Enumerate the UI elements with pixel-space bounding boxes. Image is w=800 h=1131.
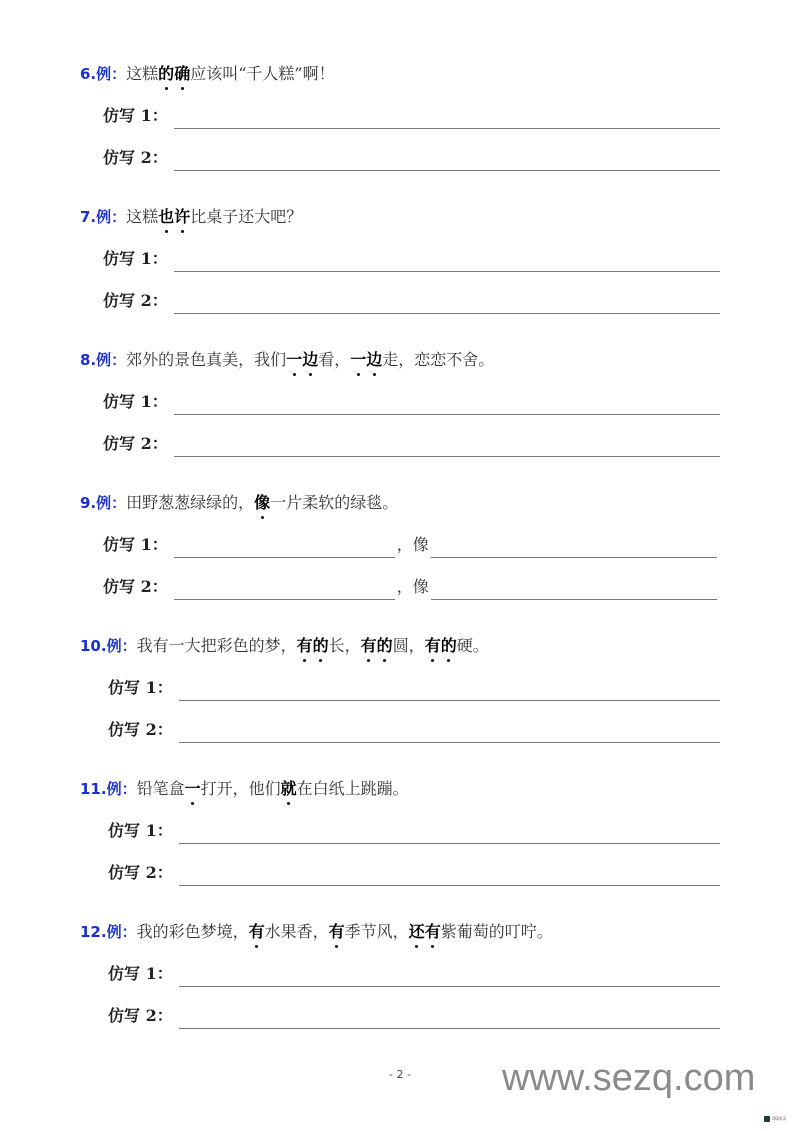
sentence-text: 郊外的景色真美，我们 [126, 350, 287, 369]
imitation-label: 仿写 1： [103, 106, 168, 125]
imitation-label: 仿写 2： [103, 291, 168, 310]
example-label: 例： [106, 637, 137, 655]
imitation-row-2 [108, 860, 720, 886]
exercise-number: 12. [80, 923, 107, 941]
exercise-number: 11. [80, 780, 107, 798]
answer-blank[interactable] [179, 724, 720, 743]
example-sentence [80, 347, 494, 373]
sentence-text: 长， [328, 636, 361, 655]
answer-blank[interactable] [179, 1010, 720, 1029]
imitation-label: 仿写 1： [108, 964, 173, 983]
answer-blank[interactable] [179, 867, 720, 886]
answer-blank[interactable] [174, 253, 720, 272]
sentence-text: 紫葡萄的叮咛。 [440, 922, 553, 941]
imitation-label: 仿写 2： [103, 577, 168, 596]
sentence-text: 打开，他们 [200, 779, 281, 798]
imitation-label: 仿写 2： [108, 1006, 173, 1025]
example-sentence [80, 61, 335, 87]
answer-blank[interactable] [174, 110, 720, 129]
example-sentence [80, 204, 302, 230]
sentence-text: 水果香， [264, 922, 329, 941]
emphasized-word: 还 [409, 919, 425, 945]
emphasized-word: 有 [425, 633, 441, 659]
imitation-row-1 [108, 675, 720, 701]
sentence-text: 走，恋恋不舍。 [382, 350, 495, 369]
imitation-label: 仿写 2： [108, 720, 173, 739]
emphasized-word: 边 [302, 347, 318, 373]
example-label: 例： [96, 65, 127, 83]
example-label: 例： [106, 923, 137, 941]
imitation-label: 仿写 1： [103, 392, 168, 411]
sentence-text: 这糕 [126, 64, 159, 83]
sentence-text: 在白纸上跳蹦。 [296, 779, 409, 798]
answer-blank-first[interactable] [174, 539, 395, 558]
emphasized-word: 许 [174, 204, 190, 230]
example-label: 例： [106, 780, 137, 798]
imitation-row-1 [103, 532, 717, 558]
emphasized-word: 像 [254, 490, 270, 516]
emphasized-word: 确 [174, 61, 190, 87]
logo-text: QQ阅读 [772, 1116, 787, 1121]
sentence-text: 我的彩色梦境， [136, 922, 249, 941]
imitation-label: 仿写 1： [108, 821, 173, 840]
imitation-label: 仿写 1： [103, 249, 168, 268]
emphasized-word: 一 [286, 347, 302, 373]
answer-blank[interactable] [174, 438, 720, 457]
sentence-text: 一片柔软的绿毯。 [270, 493, 399, 512]
imitation-row-1 [103, 246, 720, 272]
logo-icon [764, 1116, 770, 1122]
emphasized-word: 有 [329, 919, 345, 945]
example-sentence [80, 776, 409, 802]
example-label: 例： [96, 494, 127, 512]
exercise-number: 9. [80, 494, 97, 512]
imitation-label: 仿写 1： [108, 678, 173, 697]
imitation-label: 仿写 1： [103, 535, 168, 554]
emphasized-word: 的 [441, 633, 457, 659]
watermark-text: www.sezq.com [502, 1057, 756, 1099]
sentence-text: 圆， [392, 636, 425, 655]
answer-blank[interactable] [179, 825, 720, 844]
imitation-label: 仿写 2： [103, 434, 168, 453]
sentence-text: 看， [318, 350, 351, 369]
answer-blank-first[interactable] [174, 581, 395, 600]
example-sentence [80, 490, 398, 516]
sentence-text: 季节风， [344, 922, 409, 941]
exercise-number: 10. [80, 637, 107, 655]
answer-blank[interactable] [179, 682, 720, 701]
emphasized-word: 有 [297, 633, 313, 659]
answer-blank[interactable] [174, 396, 720, 415]
example-label: 例： [96, 208, 127, 226]
emphasized-word: 边 [366, 347, 382, 373]
imitation-row-2 [103, 574, 717, 600]
imitation-row-2 [103, 145, 720, 171]
example-sentence [80, 633, 489, 659]
exercise-number: 6. [80, 65, 97, 83]
exercise-number: 8. [80, 351, 97, 369]
imitation-row-1 [108, 818, 720, 844]
answer-blank-second[interactable] [431, 581, 717, 600]
emphasized-word: 有 [249, 919, 265, 945]
imitation-row-2 [108, 1003, 720, 1029]
sentence-text: 这糕 [126, 207, 159, 226]
exercise-number: 7. [80, 208, 97, 226]
connector-text: ，像 [396, 535, 429, 554]
page-number: - 2 - [389, 1068, 411, 1081]
emphasized-word: 的 [158, 61, 174, 87]
emphasized-word: 一 [350, 347, 366, 373]
emphasized-word: 有 [361, 633, 377, 659]
imitation-row-1 [108, 961, 720, 987]
sentence-text: 比桌子还大吧？ [190, 207, 303, 226]
imitation-row-2 [103, 431, 720, 457]
imitation-row-2 [108, 717, 720, 743]
imitation-row-2 [103, 288, 720, 314]
answer-blank[interactable] [174, 295, 720, 314]
connector-text: ，像 [396, 577, 429, 596]
answer-blank[interactable] [174, 152, 720, 171]
emphasized-word: 也 [158, 204, 174, 230]
imitation-label: 仿写 2： [103, 148, 168, 167]
imitation-row-1 [103, 389, 720, 415]
emphasized-word: 的 [377, 633, 393, 659]
answer-blank[interactable] [179, 968, 720, 987]
sentence-text: 田野葱葱绿绿的， [126, 493, 255, 512]
corner-logo [764, 1114, 794, 1124]
example-sentence [80, 919, 553, 945]
emphasized-word: 就 [281, 776, 297, 802]
sentence-text: 硬。 [456, 636, 489, 655]
sentence-text: 铅笔盒 [136, 779, 185, 798]
sentence-text: 应该叫“千人糕”啊！ [190, 64, 335, 83]
sentence-text: 我有一大把彩色的梦， [136, 636, 297, 655]
emphasized-word: 的 [313, 633, 329, 659]
answer-blank-second[interactable] [431, 539, 717, 558]
emphasized-word: 一 [185, 776, 201, 802]
emphasized-word: 有 [425, 919, 441, 945]
example-label: 例： [96, 351, 127, 369]
imitation-row-1 [103, 103, 720, 129]
imitation-label: 仿写 2： [108, 863, 173, 882]
